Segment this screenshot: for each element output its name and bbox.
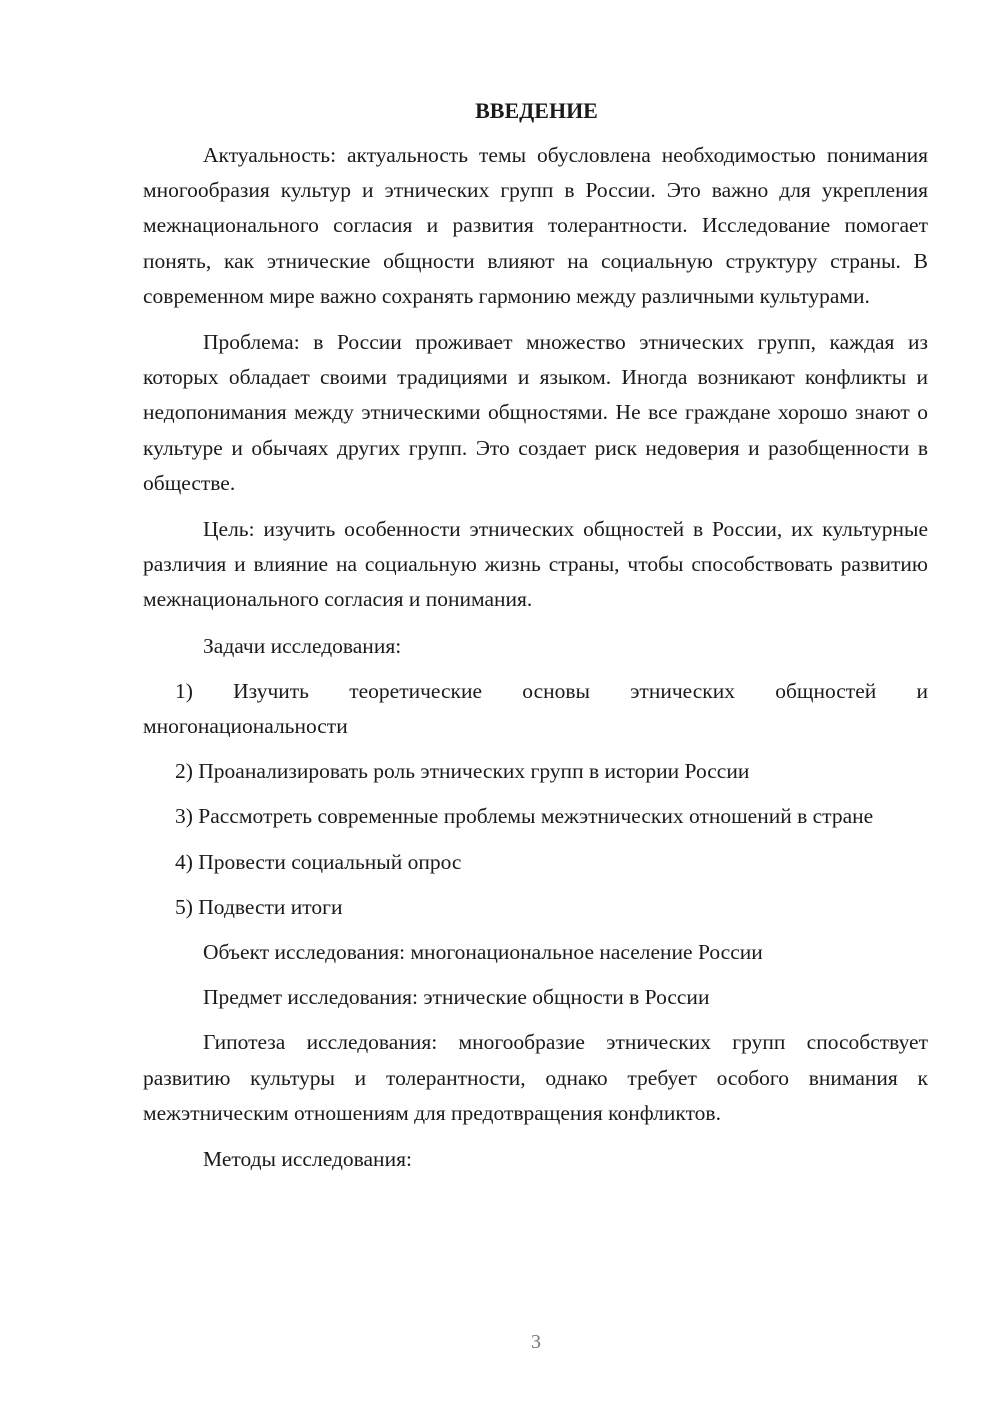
task-item: 4) Провести социальный опрос [175,849,462,874]
research-subject: Предмет исследования: этнические общности в России [203,985,710,1010]
relevance-paragraph: Актуальность: актуальность темы обусловлена необходимостью понимания многообразия культур и этнических групп в России. Это важно для укрепления межнационального согласия и развития толерантности. Исследование помогает понять, как этнические общности влияют на социальную структуру страны. В современном мире важно сохранять гармонию между различными культурами. [143,143,928,308]
task-item: 1) Изучить теоретические основы этнических общностей и многонациональности [143,678,928,739]
problem-paragraph: Проблема: в России проживает множество этнических групп, каждая из которых обладает своими традициями и языком. Иногда возникают конфликты и недопонимания между этническими общностями. Не все граждане хорошо знают о культуре и обычаях других групп. Это создает риск недоверия и разобщенности в обществе. [143,330,928,495]
hypothesis-paragraph: Гипотеза исследования: многообразие этнических групп способствует развитию культуры и толерантности, однако требует особого внимания к межэтническим отношениям для предотвращения конфликтов. [143,1030,928,1125]
research-object: Объект исследования: многонациональное население России [203,940,763,965]
page-content [143,96,928,1187]
task-item: 5) Подвести итоги [175,894,343,919]
page-title: ВВЕДЕНИЕ [475,98,598,123]
tasks-heading: Задачи исследования: [203,633,402,658]
page-number: 3 [531,1331,541,1353]
task-item: 3) Рассмотреть современные проблемы межэтнических отношений в стране [175,804,874,829]
goal-paragraph: Цель: изучить особенности этнических общностей в России, их культурные различия и влияние на социальную жизнь страны, чтобы способствовать развитию межнационального согласия и понимания. [143,517,928,612]
methods-heading: Методы исследования: [203,1147,412,1172]
task-item: 2) Проанализировать роль этнических групп в истории России [175,759,750,784]
